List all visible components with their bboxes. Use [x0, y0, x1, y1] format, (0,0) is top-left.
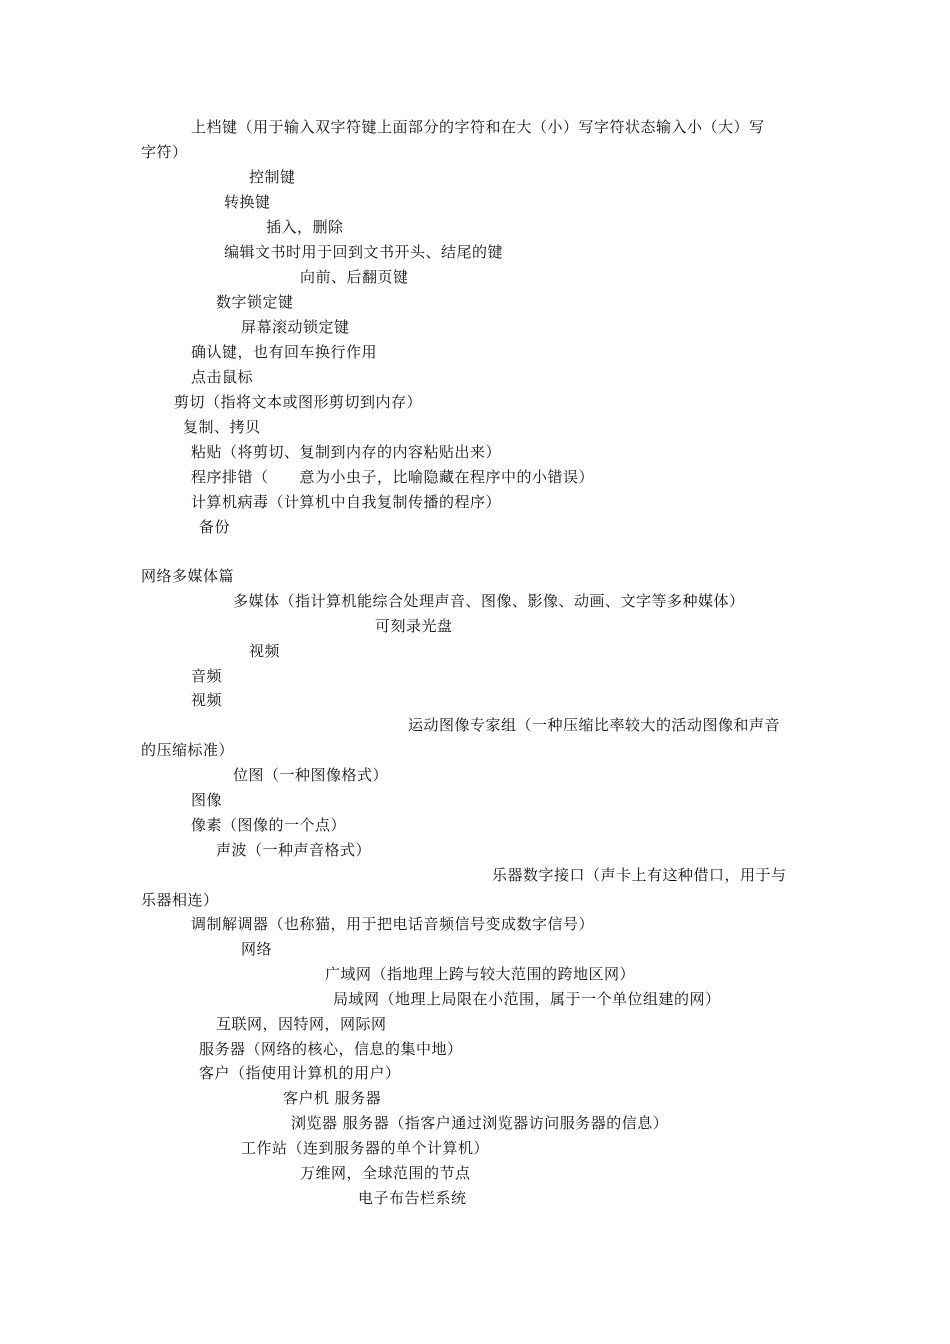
text-line: 电子布告栏系统 — [358, 1189, 467, 1207]
text-line: 声波（一种声音格式） — [216, 841, 372, 859]
text-line: 互联网，因特网，网际网 — [216, 1015, 387, 1033]
text-line: 图像 — [191, 791, 223, 809]
text-line: 控制键 — [249, 168, 296, 186]
text-line: 乐器相连） — [141, 891, 219, 909]
text-line: 可刻录光盘 — [375, 617, 453, 635]
text-line: 浏览器 服务器（指客户通过浏览器访问服务器的信息） — [291, 1114, 669, 1132]
text-line: 插入，删除 — [266, 218, 344, 236]
text-line: 的压缩标准） — [141, 741, 235, 759]
text-line: 编辑文书时用于回到文书开头、结尾的键 — [224, 243, 504, 261]
text-line: 程序排错（ 意为小虫子，比喻隐藏在程序中的小错误） — [191, 468, 595, 486]
text-line: 确认键，也有回车换行作用 — [191, 343, 378, 361]
text-line: 乐器数字接口（声卡上有这种借口，用于与 — [492, 866, 787, 884]
text-line: 数字锁定键 — [216, 293, 294, 311]
text-line: 服务器（网络的核心，信息的集中地） — [199, 1040, 463, 1058]
text-line: 粘贴（将剪切、复制到内存的内容粘贴出来） — [191, 443, 502, 461]
text-line: 视频 — [191, 691, 223, 709]
text-line: 向前、后翻页键 — [300, 268, 409, 286]
text-line: 备份 — [199, 518, 231, 536]
text-line: 多媒体（指计算机能综合处理声音、图像、影像、动画、文字等多种媒体） — [233, 592, 745, 610]
text-line: 剪切（指将文本或图形剪切到内存） — [174, 393, 423, 411]
text-line: 网络 — [241, 940, 273, 958]
text-line: 转换键 — [224, 193, 271, 211]
text-line: 像素（图像的一个点） — [191, 816, 347, 834]
text-line: 点击鼠标 — [191, 368, 254, 386]
section-heading: 网络多媒体篇 — [141, 567, 235, 585]
text-line: 运动图像专家组（一种压缩比率较大的活动图像和声音 — [408, 716, 781, 734]
text-line: 屏幕滚动锁定键 — [241, 318, 350, 336]
text-line: 局域网（地理上局限在小范围，属于一个单位组建的网） — [333, 990, 721, 1008]
text-line: 工作站（连到服务器的单个计算机） — [241, 1139, 490, 1157]
text-line: 客户（指使用计算机的用户） — [199, 1064, 401, 1082]
text-line: 计算机病毒（计算机中自我复制传播的程序） — [191, 493, 502, 511]
text-line: 位图（一种图像格式） — [233, 766, 389, 784]
text-line: 客户机 服务器 — [283, 1089, 382, 1107]
text-line: 视频 — [249, 642, 281, 660]
text-line: 调制解调器（也称猫，用于把电话音频信号变成数字信号） — [191, 915, 595, 933]
text-line: 音频 — [191, 667, 223, 685]
text-line: 字符） — [141, 143, 188, 161]
text-line: 广域网（指地理上跨与较大范围的跨地区网） — [325, 965, 636, 983]
text-line: 复制、拷贝 — [183, 418, 261, 436]
text-line: 万维网，全球范围的节点 — [300, 1164, 471, 1182]
text-line: 上档键（用于输入双字符键上面部分的字符和在大（小）写字符状态输入小（大）写 — [191, 118, 765, 136]
